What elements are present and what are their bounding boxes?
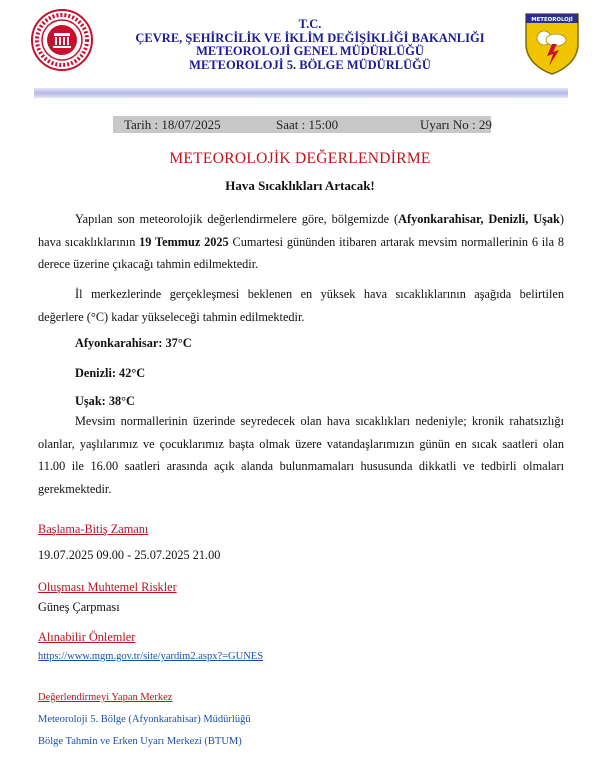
org-line-2: ÇEVRE, ŞEHİRCİLİK VE İKLİM DEĞİŞİKLİĞİ BAKANLIĞI bbox=[135, 30, 485, 45]
paragraph-advice bbox=[38, 410, 564, 500]
city-temperature-afyonkarahisar: Afyonkarahisar: 37°C bbox=[75, 336, 192, 350]
org-line-1: T.C. bbox=[298, 17, 322, 31]
logo-right-text: METEOROLOJİ bbox=[531, 17, 573, 24]
center-label: Değerlendirmeyi Yapan Merkez bbox=[38, 692, 173, 703]
intro-text-b: ) hava sıcaklıklarının bbox=[38, 212, 564, 249]
period-label: Başlama-Bitiş Zamanı bbox=[38, 522, 149, 536]
measures-link[interactable]: https://www.mgm.gov.tr/site/yardim2.aspx?=GUNES bbox=[38, 651, 264, 662]
intro-cities: Afyonkarahisar, Denizli, Uşak bbox=[398, 212, 560, 226]
warning-number-text: Uyarı No : 29 bbox=[420, 117, 492, 132]
center-line-1: Meteoroloji 5. Bölge (Afyonkarahisar) Müdürlüğü bbox=[38, 714, 251, 725]
intro-text-c: Cumartesi gününden itibaren artarak mevsim normallerinin 6 ila 8 derece üzerine çıkacağı tahmin edilmektedir. bbox=[38, 234, 564, 271]
city-temperature-denizli: Denizli: 42°C bbox=[75, 366, 146, 380]
measures-label: Alınabilir Önlemler bbox=[38, 630, 136, 644]
center-line-2: Bölge Tahmin ve Erken Uyarı Merkezi (BTUM) bbox=[38, 736, 242, 747]
org-line-3: METEOROLOJİ GENEL MÜDÜRLÜĞÜ bbox=[196, 44, 424, 58]
risks-value: Güneş Çarpması bbox=[38, 600, 120, 614]
risks-label: Oluşması Muhtemel Riskler bbox=[38, 580, 177, 594]
document-header bbox=[0, 0, 600, 100]
advice-text: Mevsim normallerinin üzerinde seyredecek olan hava sıcaklıkları nedeniyle; kronik rahatsızlığı olanlar, yaşlılarımız ve çocuklarımız başta olmak üzere vatandaşlarımızın günün en sıcak saatleri olan 11.00 ile 16.00 saatleri arasında açık alanda bulunmamaları hususunda dikkatli ve tedbirli olmaları gerekmektedir. bbox=[38, 414, 564, 496]
organization-name bbox=[100, 18, 520, 72]
info-bar bbox=[113, 116, 491, 133]
meteorology-shield-icon bbox=[522, 10, 582, 76]
paragraph-temperatures bbox=[38, 283, 564, 328]
time-text: Saat : 15:00 bbox=[276, 117, 339, 132]
header-divider-bar bbox=[34, 88, 568, 98]
date-text: Tarih : 18/07/2025 bbox=[124, 117, 221, 132]
period-value: 19.07.2025 09.00 - 25.07.2025 21.00 bbox=[38, 548, 221, 562]
intro-text-a: Yapılan son meteorolojik değerlendirmelere göre, bölgemizde ( bbox=[75, 212, 399, 226]
ministry-seal-icon bbox=[31, 9, 93, 71]
page-subtitle: Hava Sıcaklıkları Artacak! bbox=[225, 178, 375, 193]
paragraph-intro bbox=[38, 208, 564, 276]
temperatures-text: İl merkezlerinde gerçekleşmesi beklenen en yüksek hava sıcaklıklarının aşağıda belirtilen değerlere (°C) kadar yükseleceği tahmin edilmektedir. bbox=[38, 287, 564, 324]
org-line-4: METEOROLOJİ 5. BÖLGE MÜDÜRLÜĞÜ bbox=[189, 57, 431, 72]
intro-date: 19 Temmuz 2025 bbox=[139, 234, 229, 249]
city-temperature-usak: Uşak: 38°C bbox=[75, 394, 135, 408]
page-title: METEOROLOJİK DEĞERLENDİRME bbox=[169, 150, 431, 167]
